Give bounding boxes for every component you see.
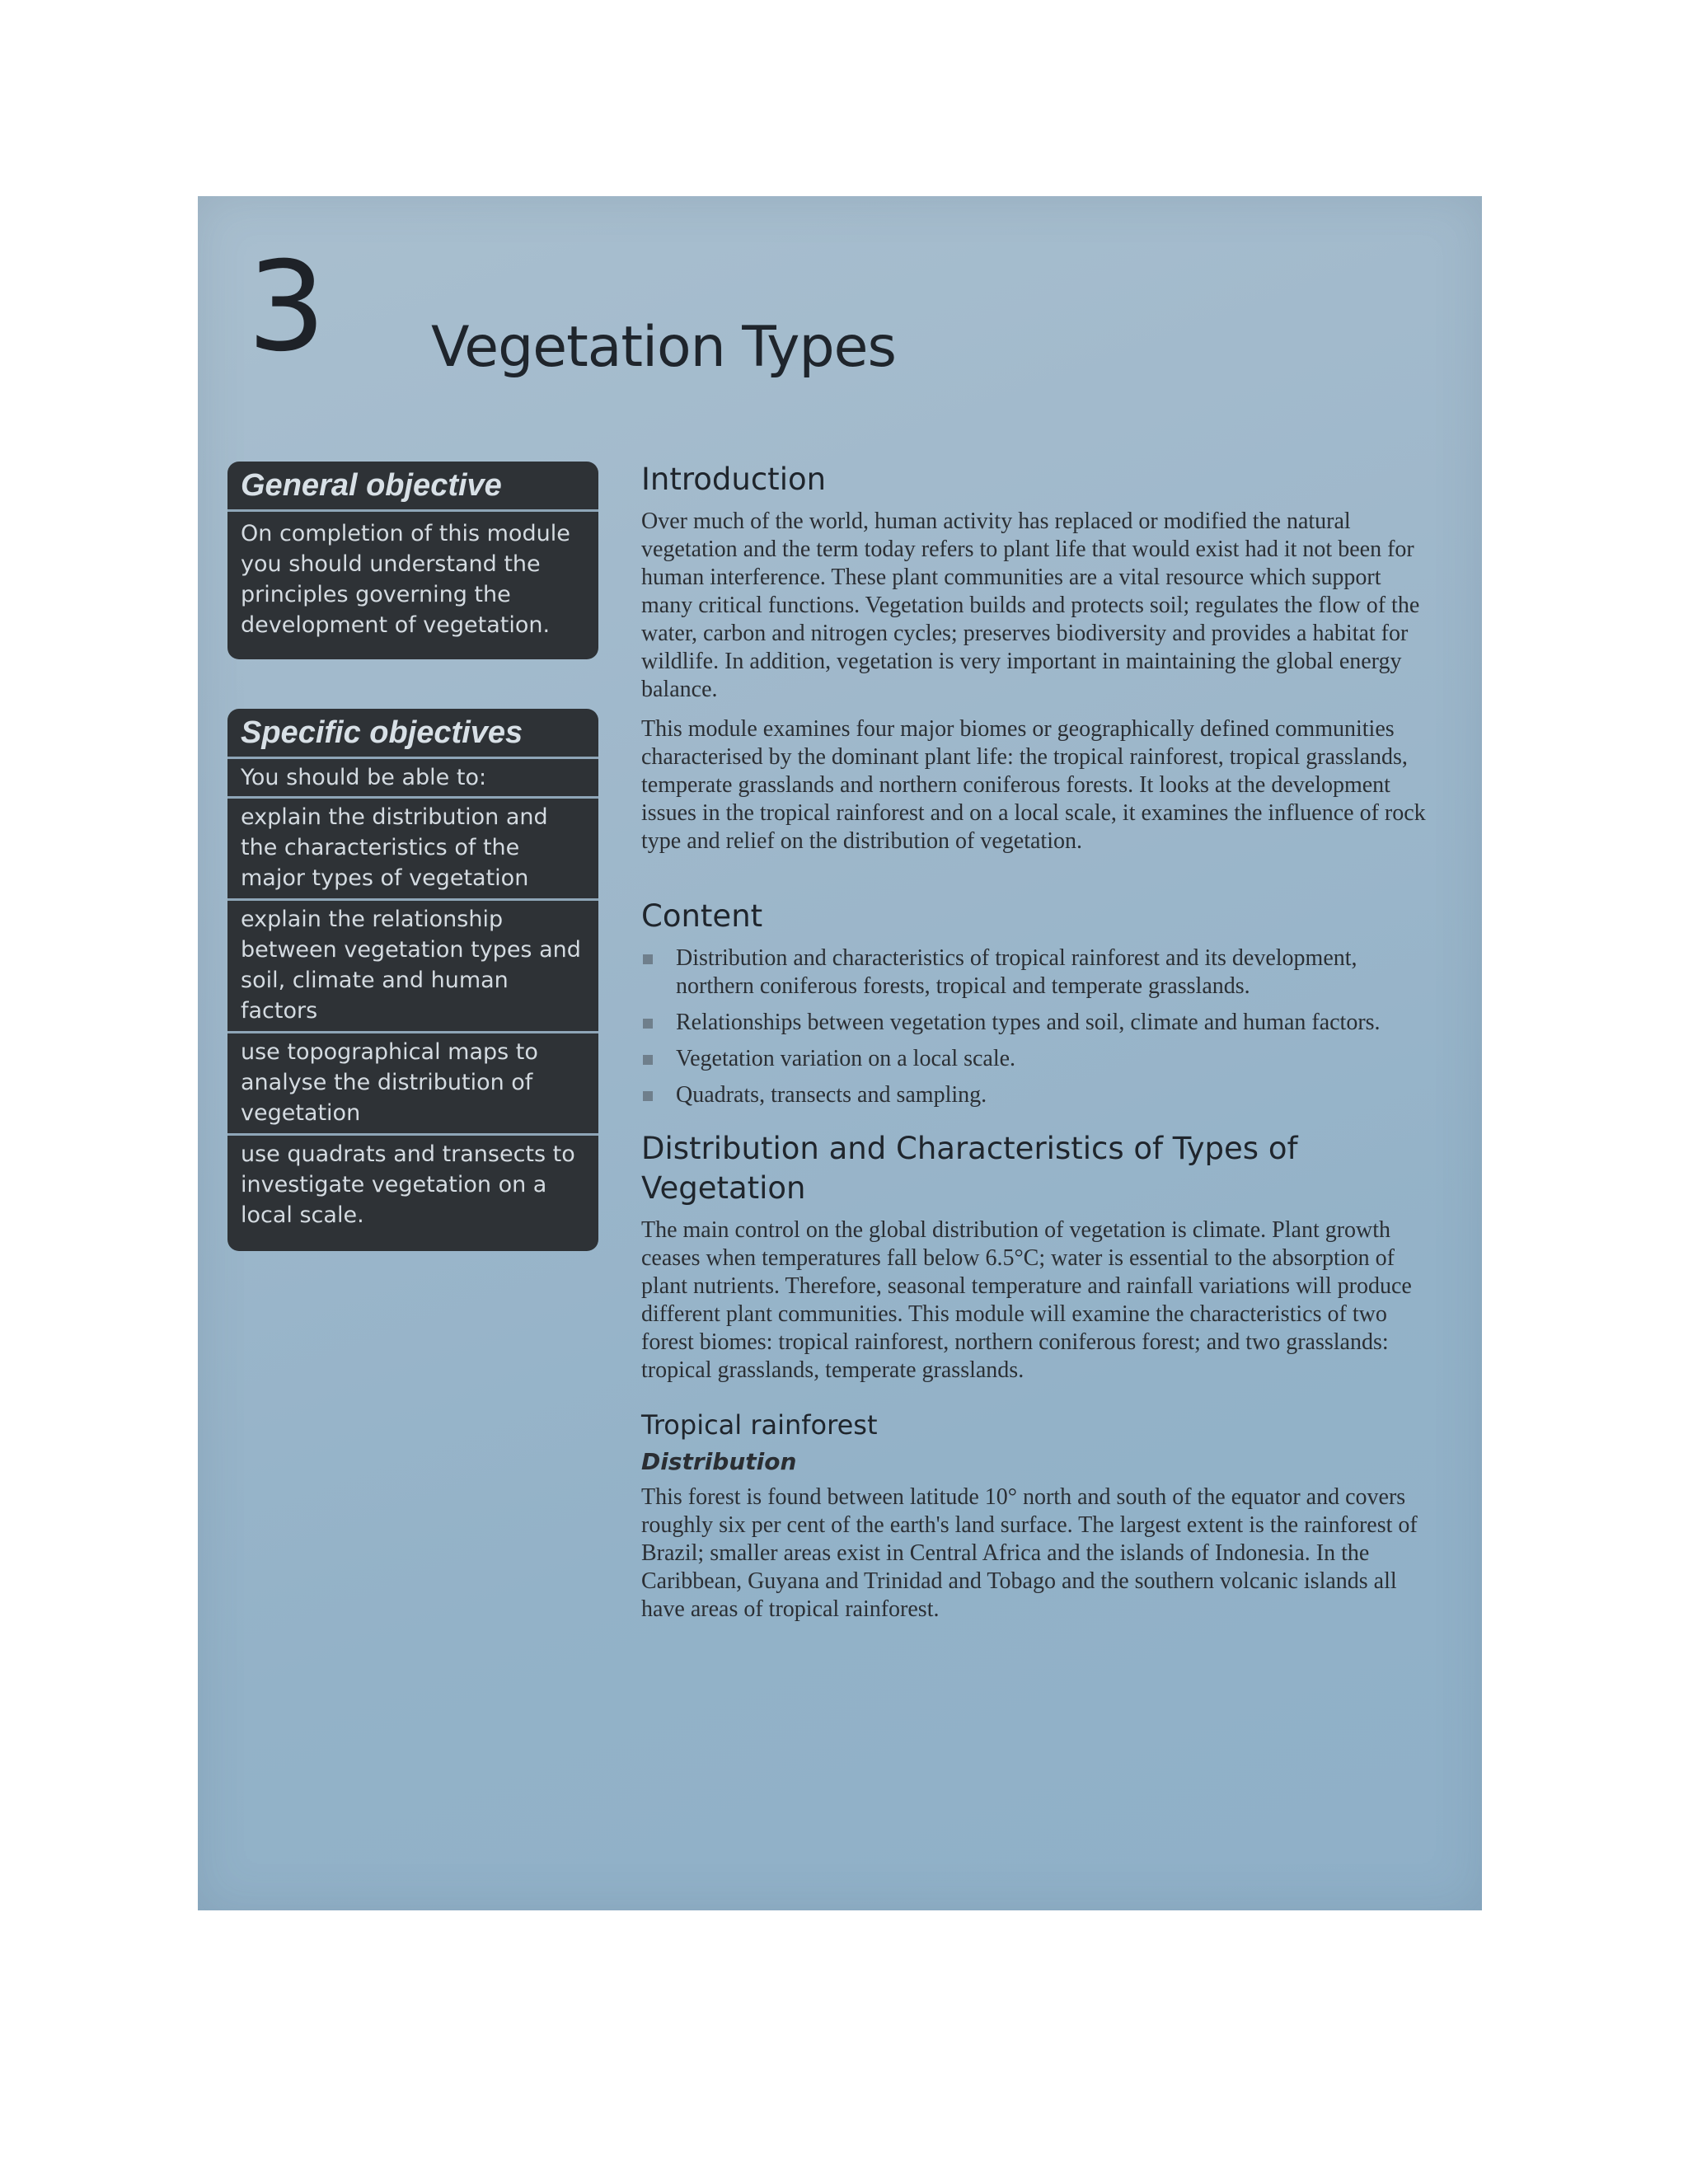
- specific-objectives-box: [227, 709, 598, 1251]
- specific-objective-item: use quadrats and transects to investigate vegetation on a local scale.: [241, 1141, 575, 1228]
- list-item-text: Relationships between vegetation types and soil, climate and human factors.: [676, 1010, 1381, 1035]
- general-objective-heading: General objective: [227, 462, 598, 512]
- tropical-rainforest-paragraph: This forest is found between latitude 10° north and south of the equator and covers roughly six per cent of the earth's land surface. The largest extent is the rainforest of Brazil; smaller areas exist in Central Africa and the islands of Indonesia. In the Caribbean, Guyana and Trinidad and Tobago and the southern volcanic islands all have areas of tropical rainforest.: [641, 1484, 1418, 1622]
- chapter-title: Vegetation Types: [431, 315, 896, 380]
- list-item-text: Quadrats, transects and sampling.: [676, 1082, 987, 1108]
- list-item: [641, 944, 1432, 1001]
- specific-objective-item: explain the relationship between vegetation types and soil, climate and human factors: [227, 901, 598, 1033]
- square-bullet-icon: [643, 1055, 653, 1065]
- content-heading: Content: [641, 898, 763, 934]
- general-objective-box: [227, 462, 598, 659]
- introduction-paragraph: This module examines four major biomes or geographically defined communities characterised by the dominant plant life: the tropical rainforest, tropical grasslands, temperate grasslands and northern coniferous forests. It looks at the development issues in the tropical rainforest and on a local scale, it examines the influence of rock type and relief on the distribution of vegetation.: [641, 716, 1426, 854]
- spacer: [641, 1396, 1432, 1408]
- list-item: [641, 1081, 1432, 1109]
- introduction-paragraph: Over much of the world, human activity has replaced or modified the natural vegetation and the term today refers to plant life that would exist had it not been for human interference. These plant communities are a vital resource which support many critical functions. Vegetation builds and protects soil; regulates the flow of the water, carbon and nitrogen cycles; preserves biodiversity and provides a habitat for wildlife. In addition, vegetation is very important in maintaining the global energy balance.: [641, 509, 1420, 702]
- main-column: [641, 460, 1432, 1635]
- list-item: [641, 1045, 1432, 1073]
- specific-objectives-intro: You should be able to:: [227, 759, 598, 799]
- specific-objectives-heading: Specific objectives: [227, 709, 598, 759]
- tropical-rainforest-heading: Tropical rainforest: [641, 1409, 878, 1441]
- specific-objective-item: explain the distribution and the characteristics of the major types of vegetation: [227, 799, 598, 901]
- list-item-text: Vegetation variation on a local scale.: [676, 1046, 1016, 1071]
- list-item: [641, 1009, 1432, 1037]
- square-bullet-icon: [643, 1091, 653, 1101]
- general-objective-text: On completion of this module you should understand the principles governing the development of vegetation.: [241, 521, 570, 638]
- distribution-subheading: Distribution: [641, 1448, 797, 1475]
- book-page: [198, 196, 1482, 1910]
- distribution-heading: Distribution and Characteristics of Types of Vegetation: [641, 1131, 1298, 1206]
- list-item-text: Distribution and characteristics of tropical rainforest and its development, northern coniferous forests, tropical and temperate grasslands.: [676, 945, 1357, 999]
- specific-objective-item: use topographical maps to analyse the distribution of vegetation: [227, 1033, 598, 1136]
- square-bullet-icon: [643, 1019, 653, 1029]
- spacer: [641, 867, 1432, 897]
- chapter-number: 3: [247, 236, 326, 379]
- distribution-paragraph: The main control on the global distribution of vegetation is climate. Plant growth ceases when temperatures fall below 6.5°C; water is essential to the absorption of plant nutrients. Therefore, seasonal temperature and rainfall variations will produce different plant communities. This module will examine the characteristics of two forest biomes: tropical rainforest, northern coniferous forest; and two grasslands: tropical grasslands, temperate grasslands.: [641, 1217, 1412, 1383]
- introduction-heading: Introduction: [641, 462, 827, 497]
- content-list: [641, 944, 1432, 1109]
- square-bullet-icon: [643, 954, 653, 964]
